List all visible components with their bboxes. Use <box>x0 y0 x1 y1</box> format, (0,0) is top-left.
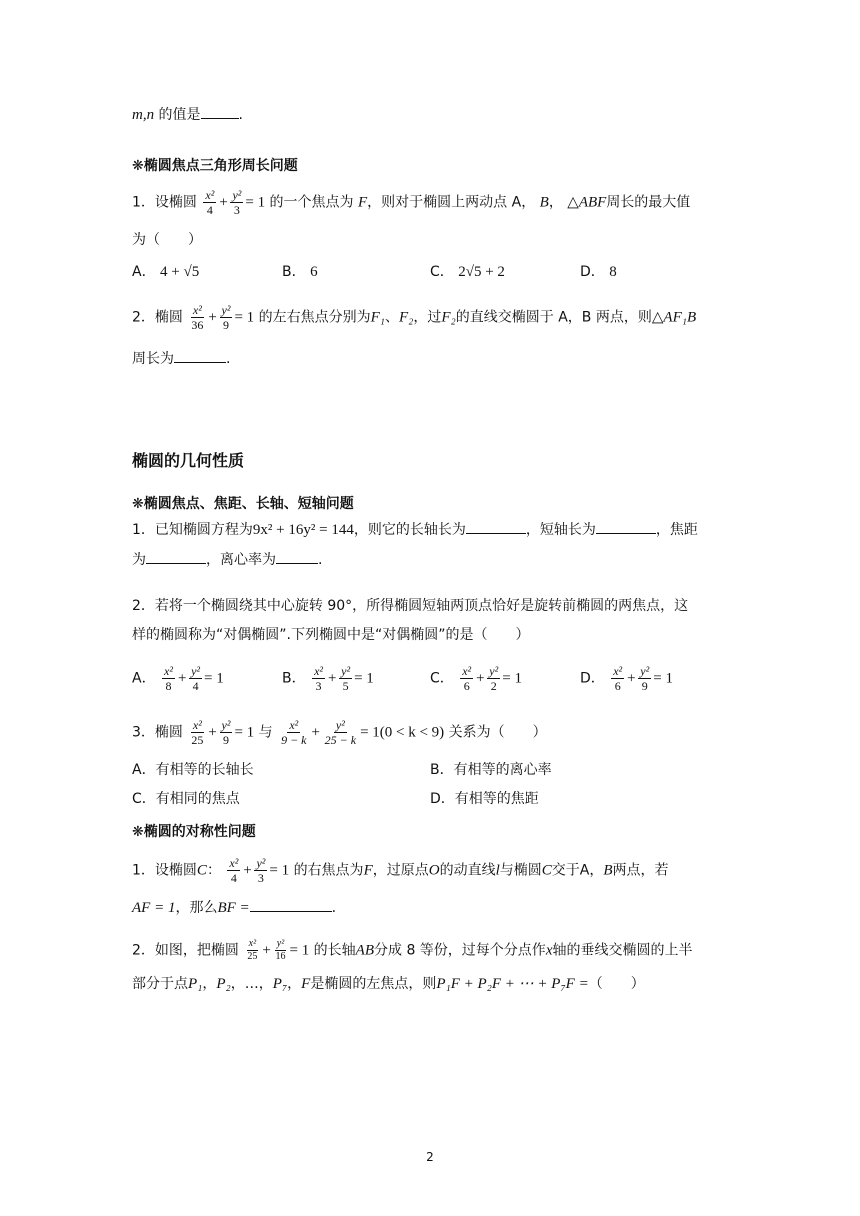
subsection-heading-axes: ❋椭圆焦点、焦距、长轴、短轴问题 <box>132 496 354 512</box>
question-1-line-1: 1．设椭圆 $\frac{\text{x²}}{4}$ + $\frac{\text{y²}}{3}$ = 1 的一个焦点为 F，则对于椭圆上两动点 A， B， △ABF周长的最大值 <box>132 188 691 217</box>
option-a[interactable]: A． 4 + √5 <box>132 264 200 280</box>
fraction: $\frac{\text{x²}}{36}$ <box>191 303 204 332</box>
question-axes-2-line-1: 2．若将一个椭圆绕其中心旋转 90°，所得椭圆短轴两顶点恰好是旋转前椭圆的两焦点，这 <box>132 598 689 614</box>
question-symmetry-2-line-1: 2．如图，把椭圆 $\frac{\text{x²}}{25}$ + $\frac{\text{y²}}{16}$ = 1 的长轴AB分成 8 等份，过每个分点作x轴的垂线交椭圆的上半 <box>132 938 693 962</box>
section-heading-focal-triangle: ❋椭圆焦点三角形周长问题 <box>132 158 298 174</box>
fraction: $\frac{\text{y²}}{3}$ <box>256 856 266 885</box>
question-axes-1-line-2: 为 ，离心率为 . <box>132 549 322 570</box>
option-c[interactable]: C． $\frac{\text{x²}}{6}$ + $\frac{\text{y²}}{2}$ = 1 <box>430 664 522 693</box>
question-axes-1-line-1: 1．已知椭圆方程为9x² + 16y² = 144，则它的长轴长为 ，短轴长为 ，焦距 <box>132 519 698 540</box>
fraction: $\frac{\text{x²}}{25}$ <box>191 718 204 747</box>
answer-blank <box>466 519 526 534</box>
answer-blank <box>250 897 332 912</box>
question-2-line-1: 2．椭圆 $\frac{\text{x²}}{36}$ + $\frac{\text{y²}}{9}$ = 1 的左右焦点分别为F₁、F₂，过F₂的直线交椭圆于 A，B 两点，则△AF₁B <box>132 303 697 332</box>
question-symmetry-2-line-2: 部分于点P₁，P₂，…，P₇，F是椭圆的左焦点，则P₁F + P₂F + ⋯ + P₇F =（ ） <box>132 976 645 992</box>
fraction: $\frac{\text{y²}}{16}$ <box>275 938 286 962</box>
answer-blank <box>174 348 226 363</box>
question-symmetry-1-line-1: 1．设椭圆C： $\frac{\text{x²}}{4}$ + $\frac{\text{y²}}{3}$ = 1 的右焦点为F，过原点O的动直线l与椭圆C交于A，B两点，若 <box>132 856 669 885</box>
fraction: $\frac{\text{x²}}{4}$ <box>205 188 215 217</box>
fraction: $\frac{\text{x²}}{9 - k}$ <box>281 718 307 747</box>
option-a[interactable]: A． $\frac{\text{x²}}{8}$ + $\frac{\text{y²}}{4}$ = 1 <box>132 664 224 693</box>
option-b[interactable]: B． 6 <box>282 264 318 280</box>
answer-blank <box>146 549 206 564</box>
answer-blank <box>596 519 656 534</box>
question-1-line-2: 为（ ） <box>132 232 202 248</box>
question-2-line-2: 周长为 . <box>132 348 230 369</box>
fraction: $\frac{\text{y²}}{25 - k}$ <box>324 718 357 747</box>
subsection-heading-symmetry: ❋椭圆的对称性问题 <box>132 824 256 840</box>
option-d[interactable]: D． $\frac{\text{x²}}{6}$ + $\frac{\text{y²}}{9}$ = 1 <box>580 664 673 693</box>
fraction: $\frac{\text{x²}}{4}$ <box>229 856 239 885</box>
option-b[interactable]: B． $\frac{\text{x²}}{3}$ + $\frac{\text{y²}}{5}$ = 1 <box>282 664 374 693</box>
fraction: $\frac{\text{y²}}{3}$ <box>232 188 242 217</box>
intro-line: m,n 的值是 . <box>132 104 243 125</box>
question-axes-3-line-1: 3．椭圆 $\frac{\text{x²}}{25}$ + $\frac{\text{y²}}{9}$ = 1 与 $\frac{\text{x²}}{9 - k}$ + $\frac{\text{y²}}{25 - k}$ = 1(0 < k < 9) 关系为（ ） <box>132 718 547 747</box>
page-number: 2 <box>426 1150 434 1164</box>
question-symmetry-1-line-2: AF = 1，那么BF = . <box>132 897 336 918</box>
intro-vars: m,n <box>132 107 155 123</box>
intro-text: 的值是 <box>158 107 201 123</box>
section-title-geometry: 椭圆的几何性质 <box>132 451 245 470</box>
fraction: $\frac{\text{y²}}{9}$ <box>221 718 231 747</box>
option-b[interactable]: B．有相等的离心率 <box>430 762 552 778</box>
option-a[interactable]: A．有相等的长轴长 <box>132 762 254 778</box>
fraction: $\frac{\text{y²}}{9}$ <box>221 303 231 332</box>
answer-blank <box>201 104 239 119</box>
fraction: $\frac{\text{x²}}{25}$ <box>247 938 258 962</box>
option-d[interactable]: D．有相等的焦距 <box>430 791 539 807</box>
option-d[interactable]: D． 8 <box>580 264 617 280</box>
option-c[interactable]: C． 2√5 + 2 <box>430 264 505 280</box>
answer-blank <box>276 549 318 564</box>
option-c[interactable]: C．有相同的焦点 <box>132 791 240 807</box>
question-axes-2-line-2: 样的椭圆称为“对偶椭圆”.下列椭圆中是“对偶椭圆”的是（ ） <box>132 627 530 643</box>
